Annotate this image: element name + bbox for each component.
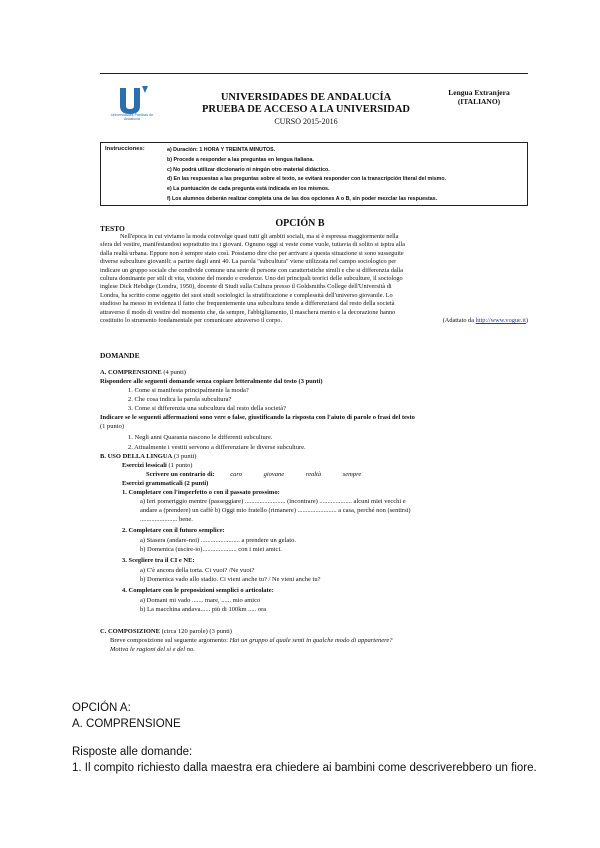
- text-line: diverse subculture giovanili: a partire dagli anni 40. La parola "subcultura" viene utilizzata nel campo sociologico per: [100, 258, 397, 266]
- exercise-2-line: a) Stasera (andare-noi) ........................ a prendere un gelato.: [140, 537, 296, 544]
- true-false-points: (1 punto): [100, 423, 125, 430]
- exercise-1-line: ....................... bene.: [140, 516, 193, 523]
- exercise-1-title: 1. Completare con l'imperfetto o con il passato prossimo:: [122, 489, 280, 496]
- composition-line-2: Motiva le ragioni del sì e del no.: [110, 646, 195, 653]
- composition-heading: [100, 628, 232, 636]
- true-false-item: 1. Negli anni Quaranta nascono le differenti subculture.: [128, 434, 273, 441]
- lexical-heading: [122, 462, 192, 470]
- option-title: OPCIÓN B: [275, 218, 325, 229]
- text-line: sfera del vestire, manifestandosi soprattutto tra i giovani. Ognuno oggi si veste come vuole, tuttavia di solito si ispira alla: [100, 241, 405, 249]
- source-prefix: (Adattato da: [442, 317, 476, 325]
- composition-question: Hai un gruppo al quale senti in qualche modo di appartenere?: [229, 637, 393, 644]
- exercise-3-line: b) Domenica vado allo stadio. Ci vieni anche tu? / Ne vieni anche tu?: [140, 576, 321, 583]
- text-line-last: [100, 317, 528, 325]
- contrary-label: Scrivere un contrario di:: [146, 471, 215, 478]
- grammar-heading: Esercizi grammaticali (2 punti): [122, 480, 209, 487]
- instruction-item: a) Duración: 1 HORA Y TREINTA MINUTOS.: [167, 147, 276, 153]
- instructions-list: [167, 146, 523, 205]
- language-use-title: B. USO DELLA LINGUA: [100, 453, 173, 460]
- answer-subheading: Risposte alle domande:: [72, 746, 193, 758]
- question-item: 3. Come si differenzia una subcultura dal resto della società?: [128, 405, 286, 412]
- exercise-1-line: a) Ieri pomeriggio mentre (passeggiare) ......................... (incontrare) .................... alcuni miei vecchi e: [140, 498, 406, 505]
- exam-name: PRUEBA DE ACCESO A LA UNIVERSIDAD: [201, 104, 410, 115]
- text-line: indicare un gruppo sociale che condivide comune una serie di persone con caratteristiche simili e che si differenzia dalla: [100, 266, 404, 274]
- text-line: costituito lo strumento fondamentale per comunicare attraverso il corpo.: [100, 317, 283, 325]
- text-line: Londra, ha scritto come oggetto dei suoi studi sociologici la stratificazione e complessità dell'universo giovanile. Lo: [100, 291, 393, 299]
- text-heading: TESTO: [100, 224, 125, 233]
- course-year: CURSO 2015-2016: [274, 117, 338, 126]
- text-line: dalla realtà urbana. Eppure non è sempre stato così. Possiamo dire che per arrivare a questa situazione si sono susseguite: [100, 249, 404, 257]
- exercise-4-line: a) Domani mi vado ....... mare, ...... mio amico: [140, 597, 261, 604]
- exercise-3-title: 3. Scegliere tra il CI e NE:: [122, 557, 195, 564]
- university-logo-icon: [112, 84, 158, 132]
- true-false-instructions: Indicare se le seguenti affermazioni sono vere o false, giustificando la risposta con l'aiuto di parole o frasi del testo: [100, 414, 415, 421]
- language-use-heading: [100, 453, 196, 461]
- answer-option-label: OPCIÓN A:: [72, 702, 131, 714]
- true-false-item: 2. Attualmente i vestiti servono a differenziare le diverse subculture.: [128, 444, 306, 451]
- composition-prompt: Breve composizione sul seguente argomento:: [110, 637, 230, 644]
- logo-text: Universidades Públicas de Andalucía: [110, 113, 154, 121]
- university-name: UNIVERSIDADES DE ANDALUCÍA: [220, 92, 392, 103]
- answer-text: 1. Il compito richiesto dalla maestra era chiedere ai bambini come descriverebbero un fiore.: [72, 762, 537, 774]
- instruction-item: d) En las respuestas a las preguntas sobre el texto, se evitará responder con la transcripción literal del mismo.: [167, 176, 447, 183]
- instruction-item: b) Procede a responder a las preguntas en lengua italiana.: [167, 156, 314, 163]
- subject-line-1: Lengua Extranjera: [448, 88, 510, 97]
- question-item: 1. Come si manifesta principalmente la moda?: [128, 387, 249, 394]
- top-rule: [100, 73, 528, 74]
- instructions-box: [100, 142, 528, 206]
- exercise-3-line: a) C'è ancora della torta. Ci vuoi? /Ne vuoi?: [140, 567, 255, 574]
- text-line: inglese Dick Hebdige (Londra, 1950), docente di Studi sulla Cultura presso il Goldsmiths College dell'Università di: [100, 283, 392, 291]
- exercise-4-title: 4. Completare con le preposizioni semplici o articolate:: [122, 587, 274, 594]
- text-line: attraverso il modo di vestire del momento che, da sempre, l'abbigliamento, il maschera mento e la decorazione hanno: [100, 308, 396, 316]
- subject-line-2: (ITALIANO): [457, 97, 501, 106]
- contrary-row: [146, 471, 361, 479]
- text-source: [443, 317, 528, 325]
- composition-line: [110, 637, 393, 645]
- contrary-word: giovane: [263, 471, 285, 478]
- reading-text: [100, 233, 528, 325]
- text-line: studioso ha messo in evidenza il fatto che frequentemente una subcultura tende a differenziarsi dal resto della società: [100, 300, 395, 308]
- question-item: 2. Che cosa indica la parola subcultura?: [128, 396, 232, 403]
- header-title: [196, 92, 416, 116]
- instructions-label: Instrucciones:: [105, 146, 145, 152]
- comprehension-points: (4 punti): [161, 369, 186, 376]
- lexical-points: (1 punto): [166, 462, 193, 469]
- instruction-item: c) No podrá utilizar diccionario ni ningún otro material didáctico.: [167, 166, 330, 173]
- contrary-word: caro: [230, 471, 242, 478]
- exercise-1-line: andare a (prendere) un caffè b) Oggi mio fratello (rimanere) ........................ a casa, perché non (sentirsi): [140, 507, 411, 514]
- text-line: Nell'epoca in cui viviamo la moda coinvolge quasi tutti gli ambiti sociali, ma si è espressa maggiormente nella: [120, 233, 399, 240]
- answer-section-label: A. COMPRENSIONE: [72, 718, 181, 730]
- language-use-points: (3 punti): [172, 453, 197, 460]
- instruction-item: e) La puntuación de cada pregunta está indicada en los mismos.: [167, 186, 330, 193]
- exercise-2-line: b) Domenica (uscire-io)..................... con i miei amici.: [140, 546, 282, 553]
- instruction-item: f) Los alumnos deberán realizar completa una de las dos opciones A o B, sin poder mezclar las respuestas.: [167, 195, 438, 202]
- questions-heading: DOMANDE: [100, 351, 140, 360]
- comprehension-title: A. COMPRENSIONE: [100, 369, 162, 376]
- exercise-2-title: 2. Completare con il futuro semplice:: [122, 527, 225, 534]
- comprehension-heading: [100, 369, 186, 377]
- source-link[interactable]: http://www.vogue.it: [475, 317, 526, 325]
- contrary-word: sempre: [342, 471, 362, 478]
- exercise-4-line: b) La macchina andava...... più di 100km ..... ora: [140, 606, 267, 613]
- comprehension-instructions: Rispondere alle seguenti domande senza copiare letteralmente dal testo (3 punti): [100, 378, 323, 385]
- contrary-word: realtà: [305, 471, 322, 478]
- text-line: cultura dominante per stili di vita, visione del mondo e credenze. Uno dei principali teorici delle subculture, il sociologo: [100, 275, 403, 283]
- composition-points: (circa 120 parole) (3 punti): [159, 628, 232, 635]
- lexical-title: Esercizi lessicali: [122, 462, 167, 469]
- subject: [430, 88, 528, 106]
- source-suffix: ): [525, 317, 528, 325]
- composition-title: C. COMPOSIZIONE: [100, 628, 160, 635]
